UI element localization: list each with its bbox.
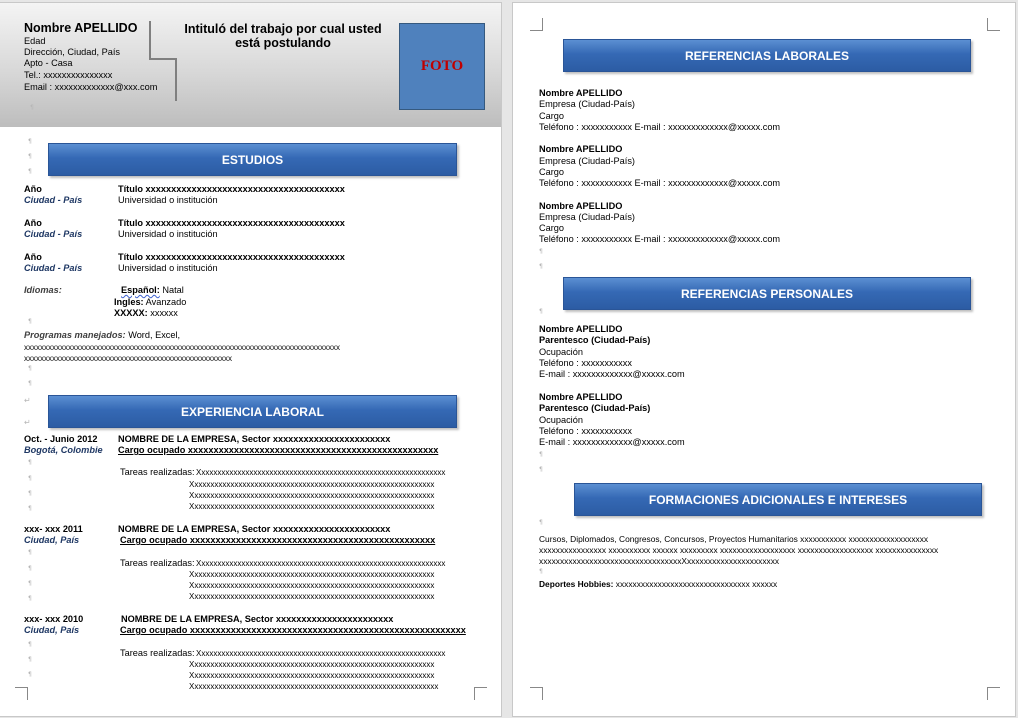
estudio-place: Ciudad - País [24, 195, 83, 205]
paragraph-mark-icon: ¶ [28, 365, 32, 372]
estudio-school: Universidad o institución [118, 195, 218, 205]
ref-lab-role: Cargo [539, 223, 565, 233]
exp-task: Xxxxxxxxxxxxxxxxxxxxxxxxxxxxxxxxxxxxxxxxxxxxxxxxxxxxxxxxxxxxxx [196, 468, 446, 477]
paragraph-mark-icon: ¶ [28, 475, 32, 482]
exp-task: Xxxxxxxxxxxxxxxxxxxxxxxxxxxxxxxxxxxxxxxxxxxxxxxxxxxxxxxxxxxxx [189, 502, 435, 511]
line-break-icon: ↵ [24, 396, 31, 405]
deportes-row [539, 579, 777, 590]
header-email: Email : xxxxxxxxxxxxx@xxx.com [24, 82, 158, 92]
cv-page-2 [513, 3, 1015, 716]
experiencia-title: EXPERIENCIA LABORAL [181, 404, 324, 419]
paragraph-mark-icon: ¶ [28, 380, 32, 387]
line-break-icon: ↵ [24, 418, 31, 427]
estudio-degree: Título xxxxxxxxxxxxxxxxxxxxxxxxxxxxxxxxxxxxxxx [118, 184, 345, 194]
language-level: Natal [162, 285, 184, 295]
photo-placeholder[interactable] [399, 23, 485, 110]
programas-label: Programas manejados: [24, 330, 126, 340]
header-tel: Tel.: xxxxxxxxxxxxxxx [24, 70, 113, 80]
exp-task: Xxxxxxxxxxxxxxxxxxxxxxxxxxxxxxxxxxxxxxxxxxxxxxxxxxxxxxxxxxxxx [189, 570, 435, 579]
ref-lab-name: Nombre APELLIDO [539, 144, 623, 154]
ref-per-email: E-mail : xxxxxxxxxxxxx@xxxxx.com [539, 437, 685, 447]
ref-per-phone: Teléfono : xxxxxxxxxxx [539, 358, 632, 368]
exp-tasks-label: Tareas realizadas: [120, 558, 195, 568]
paragraph-mark-icon: ¶ [28, 656, 32, 663]
programas-row [24, 330, 180, 341]
paragraph-mark-icon: ¶ [28, 459, 32, 466]
ref-personales-banner [563, 277, 971, 310]
estudios-banner [48, 143, 457, 176]
paragraph-mark-icon: ¶ [28, 490, 32, 497]
exp-dates: xxx- xxx 2011 [24, 524, 83, 534]
exp-position: Cargo ocupado xxxxxxxxxxxxxxxxxxxxxxxxxxxxxxxxxxxxxxxxxxxxxxxxxxxxxx [120, 625, 466, 635]
language-row [114, 308, 178, 319]
ref-laborales-title: REFERENCIAS LABORALES [684, 48, 849, 63]
exp-company: NOMBRE DE LA EMPRESA, Sector xxxxxxxxxxxxxxxxxxxxxxx [118, 434, 391, 444]
photo-label: FOTO [420, 58, 464, 74]
paragraph-mark-icon: ¶ [28, 565, 32, 572]
language-name: XXXXX: [114, 308, 148, 318]
estudio-year: Año [24, 184, 42, 194]
paragraph-mark-icon: ¶ [539, 308, 543, 315]
ref-per-relation: Parentesco (Ciudad-País) [539, 335, 651, 345]
exp-task: Xxxxxxxxxxxxxxxxxxxxxxxxxxxxxxxxxxxxxxxxxxxxxxxxxxxxxxxxxxxxx [189, 660, 435, 669]
language-level: xxxxxx [150, 308, 178, 318]
exp-dates: Oct. - Junio 2012 [24, 434, 98, 444]
exp-company: NOMBRE DE LA EMPRESA, Sector xxxxxxxxxxxxxxxxxxxxxxx [121, 614, 394, 624]
paragraph-mark-icon: ¶ [28, 671, 32, 678]
language-row [114, 297, 186, 308]
experiencia-banner [48, 395, 457, 428]
paragraph-mark-icon: ¶ [539, 568, 543, 575]
ref-personales-title: REFERENCIAS PERSONALES [680, 286, 854, 301]
ref-lab-company: Empresa (Ciudad-País) [539, 212, 635, 222]
ref-per-name: Nombre APELLIDO [539, 324, 623, 334]
paragraph-mark-icon: ¶ [539, 466, 543, 473]
exp-company: NOMBRE DE LA EMPRESA, Sector xxxxxxxxxxxxxxxxxxxxxxx [118, 524, 391, 534]
estudios-title: ESTUDIOS [221, 152, 284, 167]
ref-lab-contact: Teléfono : xxxxxxxxxxx E-mail : xxxxxxxxxxxxx@xxxxx.com [539, 122, 781, 132]
exp-task: Xxxxxxxxxxxxxxxxxxxxxxxxxxxxxxxxxxxxxxxxxxxxxxxxxxxxxxxxxxxxx [189, 671, 435, 680]
paragraph-mark-icon: ¶ [28, 549, 32, 556]
job-title: Intituló del trabajo por cual usted está postulando [184, 22, 382, 50]
formaciones-text: xxxxxxxxxxxxxxxx xxxxxxxxxx xxxxxx xxxxxxxxx xxxxxxxxxxxxxxxxxx xxxxxxxxxxxxxxxxxx xxxxxxxxxxxxxxx [539, 545, 939, 555]
paragraph-mark-icon: ¶ [28, 505, 32, 512]
margin-corner-marker [15, 687, 28, 700]
exp-position: Cargo ocupado xxxxxxxxxxxxxxxxxxxxxxxxxxxxxxxxxxxxxxxxxxxxxxxx [120, 535, 436, 545]
estudio-year: Año [24, 218, 42, 228]
exp-place: Ciudad, País [24, 535, 80, 545]
exp-place: Ciudad, País [24, 625, 80, 635]
ref-per-name: Nombre APELLIDO [539, 392, 623, 402]
exp-task: Xxxxxxxxxxxxxxxxxxxxxxxxxxxxxxxxxxxxxxxxxxxxxxxxxxxxxxxxxxxxx [189, 592, 435, 601]
exp-dates: xxx- xxx 2010 [24, 614, 84, 624]
exp-position: Cargo ocupado xxxxxxxxxxxxxxxxxxxxxxxxxxxxxxxxxxxxxxxxxxxxxxxxx [118, 445, 439, 455]
margin-corner-marker [474, 687, 487, 700]
ref-per-occupation: Ocupación [539, 347, 583, 357]
ref-lab-name: Nombre APELLIDO [539, 201, 623, 211]
deportes-text: xxxxxxxxxxxxxxxxxxxxxxxxxxxxxxxx xxxxxx [615, 579, 778, 589]
paragraph-mark-icon: ¶ [28, 138, 32, 145]
header-housing: Apto - Casa [24, 58, 73, 68]
exp-tasks-label: Tareas realizadas: [120, 648, 195, 658]
header-address: Dirección, Ciudad, País [24, 47, 121, 57]
header-name: Nombre APELLIDO [24, 21, 138, 35]
programas-line: xxxxxxxxxxxxxxxxxxxxxxxxxxxxxxxxxxxxxxxxxxxxxxxxxxxx [24, 354, 232, 363]
estudio-school: Universidad o institución [118, 263, 218, 273]
paragraph-mark-icon: ¶ [28, 153, 32, 160]
cv-page-1 [0, 3, 501, 716]
margin-corner-marker [530, 18, 543, 31]
language-name: Ingles: [114, 297, 144, 307]
exp-task: Xxxxxxxxxxxxxxxxxxxxxxxxxxxxxxxxxxxxxxxxxxxxxxxxxxxxxxxxxxxxx [189, 480, 435, 489]
formaciones-text: xxxxxxxxxxxxxxxxxxxxxxxxxxxxxxxxxxXxxxxxxxxxxxxxxxxxxxxxx [539, 556, 780, 566]
exp-tasks-label: Tareas realizadas: [120, 467, 195, 477]
paragraph-mark-icon: ¶ [539, 519, 543, 526]
paragraph-mark-icon: ¶ [539, 263, 543, 270]
ref-lab-role: Cargo [539, 111, 565, 121]
ref-laborales-banner [563, 39, 971, 72]
exp-task: Xxxxxxxxxxxxxxxxxxxxxxxxxxxxxxxxxxxxxxxxxxxxxxxxxxxxxxxxxxxxxx [196, 649, 446, 658]
ref-lab-contact: Teléfono : xxxxxxxxxxx E-mail : xxxxxxxxxxxxx@xxxxx.com [539, 234, 781, 244]
language-level: Avanzado [145, 297, 187, 307]
margin-corner-marker [987, 18, 1000, 31]
exp-place: Bogotá, Colombie [24, 445, 103, 455]
exp-task: Xxxxxxxxxxxxxxxxxxxxxxxxxxxxxxxxxxxxxxxxxxxxxxxxxxxxxxxxxxxxxx [196, 559, 446, 568]
paragraph-mark-icon: ¶ [28, 168, 32, 175]
header-age: Edad [24, 36, 46, 46]
programas-first: Word, Excel, [128, 330, 181, 340]
paragraph-mark-icon: ¶ [539, 451, 543, 458]
ref-per-phone: Teléfono : xxxxxxxxxxx [539, 426, 632, 436]
programas-line: xxxxxxxxxxxxxxxxxxxxxxxxxxxxxxxxxxxxxxxxxxxxxxxxxxxxxxxxxxxxxxxxxxxxxxxxxxxxxxx [24, 343, 340, 352]
paragraph-mark-icon: ¶ [30, 104, 34, 111]
margin-corner-marker [987, 687, 1000, 700]
ref-per-email: E-mail : xxxxxxxxxxxxx@xxxxx.com [539, 369, 685, 379]
deportes-label: Deportes Hobbies: [539, 579, 614, 589]
estudio-school: Universidad o institución [118, 229, 218, 239]
ref-lab-company: Empresa (Ciudad-País) [539, 156, 635, 166]
language-row [121, 285, 184, 296]
estudio-degree: Título xxxxxxxxxxxxxxxxxxxxxxxxxxxxxxxxxxxxxxx [118, 252, 345, 262]
ref-per-relation: Parentesco (Ciudad-País) [539, 403, 651, 413]
estudio-year: Año [24, 252, 42, 262]
estudio-place: Ciudad - País [24, 263, 83, 273]
estudio-degree: Título xxxxxxxxxxxxxxxxxxxxxxxxxxxxxxxxxxxxxxx [118, 218, 345, 228]
paragraph-mark-icon: ¶ [28, 318, 32, 325]
ref-lab-role: Cargo [539, 167, 565, 177]
formaciones-text: Cursos, Diplomados, Congresos, Concursos, Proyectos Humanitarios xxxxxxxxxxx xxxxxxxxxxxxxxxxxxx [539, 534, 929, 544]
formaciones-banner [574, 483, 982, 516]
formaciones-title: FORMACIONES ADICIONALES E INTERESES [648, 492, 908, 507]
exp-task: Xxxxxxxxxxxxxxxxxxxxxxxxxxxxxxxxxxxxxxxxxxxxxxxxxxxxxxxxxxxxx [189, 491, 435, 500]
paragraph-mark-icon: ¶ [28, 641, 32, 648]
ref-per-occupation: Ocupación [539, 415, 583, 425]
paragraph-mark-icon: ¶ [539, 248, 543, 255]
exp-task: Xxxxxxxxxxxxxxxxxxxxxxxxxxxxxxxxxxxxxxxxxxxxxxxxxxxxxxxxxxxxxx [189, 682, 439, 691]
margin-corner-marker [530, 687, 543, 700]
ref-lab-name: Nombre APELLIDO [539, 88, 623, 98]
idiomas-label: Idiomas: [24, 285, 62, 295]
ref-lab-contact: Teléfono : xxxxxxxxxxx E-mail : xxxxxxxxxxxxx@xxxxx.com [539, 178, 781, 188]
exp-task: Xxxxxxxxxxxxxxxxxxxxxxxxxxxxxxxxxxxxxxxxxxxxxxxxxxxxxxxxxxxxx [189, 581, 435, 590]
paragraph-mark-icon: ¶ [28, 580, 32, 587]
language-name: Español: [121, 285, 160, 295]
ref-lab-company: Empresa (Ciudad-País) [539, 99, 635, 109]
paragraph-mark-icon: ¶ [28, 595, 32, 602]
estudio-place: Ciudad - País [24, 229, 83, 239]
